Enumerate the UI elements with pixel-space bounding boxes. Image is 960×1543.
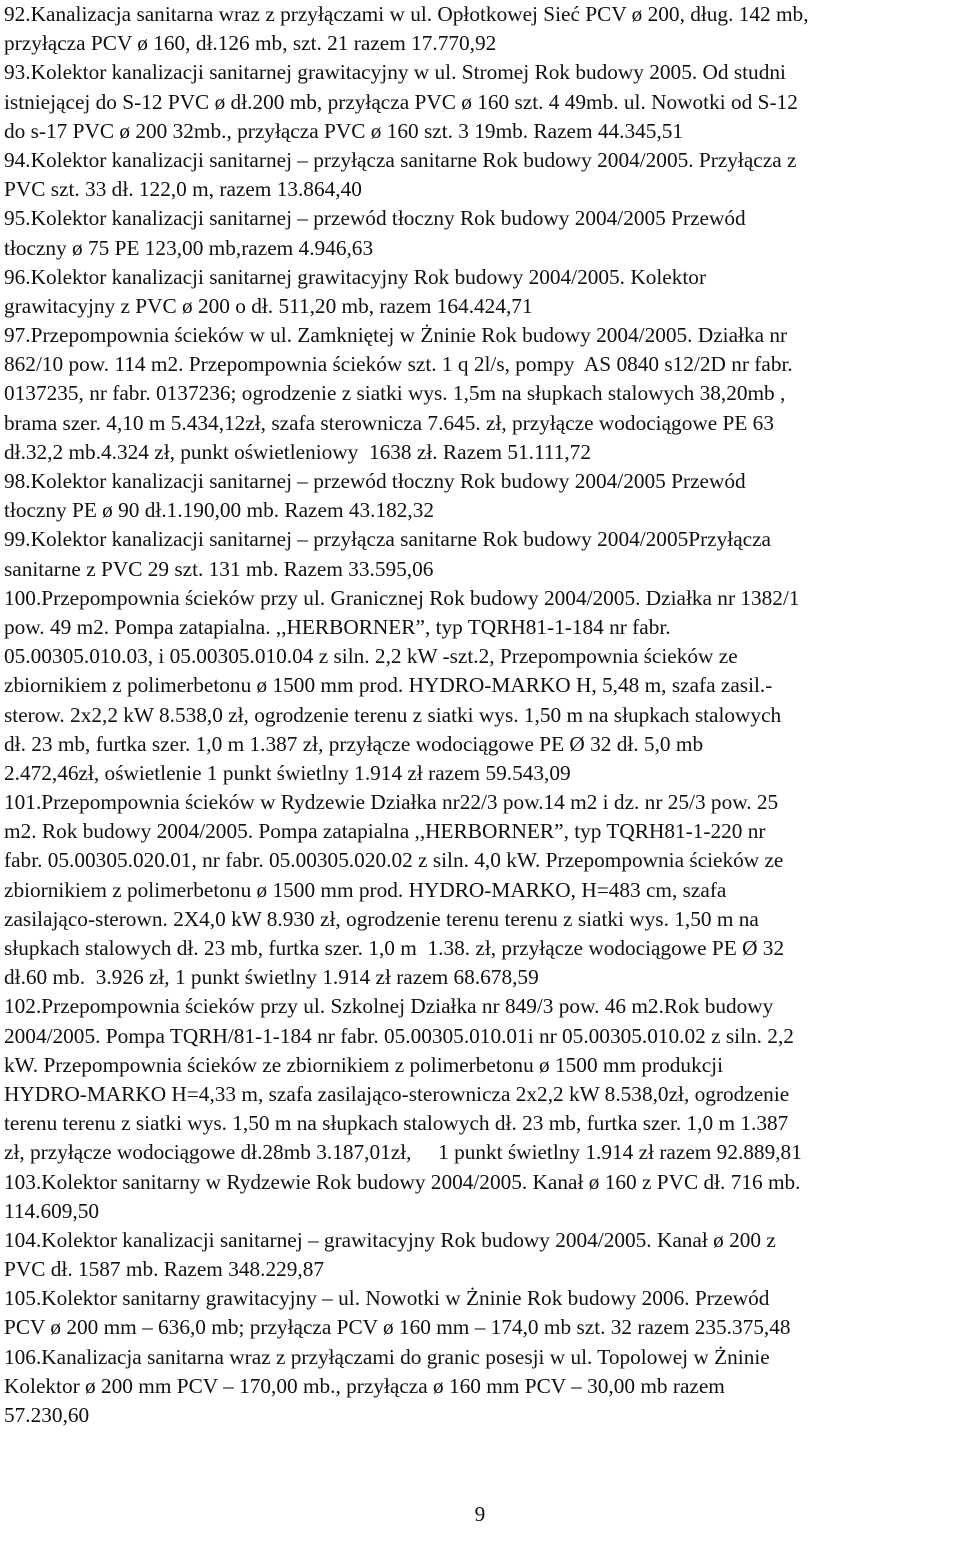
text-line: PCV ø 200 mm – 636,0 mb; przyłącza PCV ø 160 mm – 174,0 mb szt. 32 razem 235.375,48 <box>4 1315 791 1340</box>
text-line: 102.Przepompownia ścieków przy ul. Szkolnej Działka nr 849/3 pow. 46 m2.Rok budowy <box>4 994 774 1019</box>
text-line: 114.609,50 <box>4 1198 100 1223</box>
text-line: sterow. 2x2,2 kW 8.538,0 zł, ogrodzenie terenu z siatki wys. 1,50 m na słupkach stalowych <box>4 702 782 727</box>
text-line: 57.230,60 <box>4 1403 90 1427</box>
text-line: grawitacyjny z PVC ø 200 o dł. 511,20 mb, razem 164.424,71 <box>4 293 533 318</box>
text-line: przyłącza PCV ø 160, dł.126 mb, szt. 21 razem 17.770,92 <box>4 31 497 56</box>
text-line: 99.Kolektor kanalizacji sanitarnej – przyłącza sanitarne Rok budowy 2004/2005Przyłącza <box>4 527 772 552</box>
text-line: 104.Kolektor kanalizacji sanitarnej – grawitacyjny Rok budowy 2004/2005. Kanał ø 200 z <box>4 1227 776 1252</box>
text-line: 98.Kolektor kanalizacji sanitarnej – przewód tłoczny Rok budowy 2004/2005 Przewód <box>4 469 746 493</box>
text-line: Kolektor ø 200 mm PCV – 170,00 mb., przyłącza ø 160 mm PCV – 30,00 mb razem <box>4 1373 725 1398</box>
text-line: słupkach stalowych dł. 23 mb, furtka szer. 1,0 m 1.38. zł, przyłącze wodociągowe PE Ø 32 <box>4 936 785 960</box>
text-line: 103.Kolektor sanitarny w Rydzewie Rok budowy 2004/2005. Kanał ø 160 z PVC dł. 716 mb. <box>4 1169 801 1194</box>
text-line: 95.Kolektor kanalizacji sanitarnej – przewód tłoczny Rok budowy 2004/2005 Przewód <box>4 206 746 231</box>
text-line: dł. 23 mb, furtka szer. 1,0 m 1.387 zł, przyłącze wodociągowe PE Ø 32 dł. 5,0 mb <box>4 731 704 756</box>
text-line: tłoczny PE ø 90 dł.1.190,00 mb. Razem 43.182,32 <box>4 498 435 523</box>
text-line: dł.60 mb. 3.926 zł, 1 punkt świetlny 1.914 zł razem 68.678,59 <box>4 965 539 990</box>
text-line: 92.Kanalizacja sanitarna wraz z przyłączami w ul. Opłotkowej Sieć PCV ø 200, dług. 142 mb, <box>4 2 809 26</box>
text-line: kW. Przepompownia ścieków ze zbiornikiem z polimerbetonu ø 1500 mm produkcji <box>4 1052 724 1077</box>
text-line: zbiornikiem z polimerbetonu ø 1500 mm prod. HYDRO-MARKO, H=483 cm, szafa <box>4 877 727 902</box>
text-line: fabr. 05.00305.020.01, nr fabr. 05.00305.020.02 z siln. 4,0 kW. Przepompownia ścieków ze <box>4 848 784 873</box>
text-line: 2.472,46zł, oświetlenie 1 punkt świetlny 1.914 zł razem 59.543,09 <box>4 760 571 785</box>
text-line: 101.Przepompownia ścieków w Rydzewie Działka nr22/3 pow.14 m2 i dz. nr 25/3 pow. 25 <box>4 790 779 815</box>
text-line: PVC dł. 1587 mb. Razem 348.229,87 <box>4 1257 325 1282</box>
text-line: m2. Rok budowy 2004/2005. Pompa zatapialna ,,HERBORNER”, typ TQRH81-1-220 nr <box>4 819 766 844</box>
text-line: 93.Kolektor kanalizacji sanitarnej grawitacyjny w ul. Stromej Rok budowy 2005. Od studni <box>4 60 786 85</box>
text-line: terenu terenu z siatki wys. 1,50 m na słupkach stalowych dł. 23 mb, furtka szer. 1,0 m 1.387 <box>4 1111 789 1136</box>
text-line: 862/10 pow. 114 m2. Przepompownia ścieków szt. 1 q 2l/s, pompy AS 0840 s12/2D nr fabr. <box>4 352 793 377</box>
text-line: sanitarne z PVC 29 szt. 131 mb. Razem 33.595,06 <box>4 556 434 581</box>
text-line: 2004/2005. Pompa TQRH/81-1-184 nr fabr. 05.00305.010.01i nr 05.00305.010.02 z siln. 2,2 <box>4 1023 794 1048</box>
text-line: istniejącej do S-12 PVC ø dł.200 mb, przyłącza PVC ø 160 szt. 4 49mb. ul. Nowotki od S-12 <box>4 89 798 114</box>
text-line: HYDRO-MARKO H=4,33 m, szafa zasilająco-sterownicza 2x2,2 kW 8.538,0zł, ogrodzenie <box>4 1081 790 1106</box>
text-line: dł.32,2 mb.4.324 zł, punkt oświetleniowy 1638 zł. Razem 51.111,72 <box>4 439 591 464</box>
text-line: 96.Kolektor kanalizacji sanitarnej grawitacyjny Rok budowy 2004/2005. Kolektor <box>4 264 707 289</box>
text-line: 94.Kolektor kanalizacji sanitarnej – przyłącza sanitarne Rok budowy 2004/2005. Przyłącza z <box>4 147 797 172</box>
page-number: 9 <box>474 1502 486 1526</box>
text-line: 105.Kolektor sanitarny grawitacyjny – ul. Nowotki w Żninie Rok budowy 2006. Przewód <box>4 1286 770 1311</box>
text-line: tłoczny ø 75 PE 123,00 mb,razem 4.946,63 <box>4 235 374 260</box>
text-line: zbiornikiem z polimerbetonu ø 1500 mm prod. HYDRO-MARKO H, 5,48 m, szafa zasil.- <box>4 673 773 698</box>
text-line: pow. 49 m2. Pompa zatapialna. ,,HERBORNER”, typ TQRH81-1-184 nr fabr. <box>4 614 671 639</box>
text-line: 100.Przepompownia ścieków przy ul. Granicznej Rok budowy 2004/2005. Działka nr 1382/1 <box>4 585 800 610</box>
text-line: 97.Przepompownia ścieków w ul. Zamkniętej w Żninie Rok budowy 2004/2005. Działka nr <box>4 323 788 348</box>
text-line: brama szer. 4,10 m 5.434,12zł, szafa sterownicza 7.645. zł, przyłącze wodociągowe PE 63 <box>4 410 774 435</box>
text-line: do s-17 PVC ø 200 32mb., przyłącza PVC ø 160 szt. 3 19mb. Razem 44.345,51 <box>4 118 684 143</box>
text-line: 106.Kanalizacja sanitarna wraz z przyłączami do granic posesji w ul. Topolowej w Żninie <box>4 1344 770 1369</box>
text-line: zł, przyłącze wodociągowe dł.28mb 3.187,01zł, 1 punkt świetlny 1.914 zł razem 92.889,81 <box>4 1140 802 1165</box>
text-line: zasilająco-sterown. 2X4,0 kW 8.930 zł, ogrodzenie terenu terenu z siatki wys. 1,50 m na <box>4 906 759 931</box>
document-body <box>4 0 954 1430</box>
text-line: 0137235, nr fabr. 0137236; ogrodzenie z siatki wys. 1,5m na słupkach stalowych 38,20mb , <box>4 381 786 406</box>
text-line: 05.00305.010.03, i 05.00305.010.04 z siln. 2,2 kW -szt.2, Przepompownia ścieków ze <box>4 644 738 669</box>
text-line: PVC szt. 33 dł. 122,0 m, razem 13.864,40 <box>4 177 362 202</box>
